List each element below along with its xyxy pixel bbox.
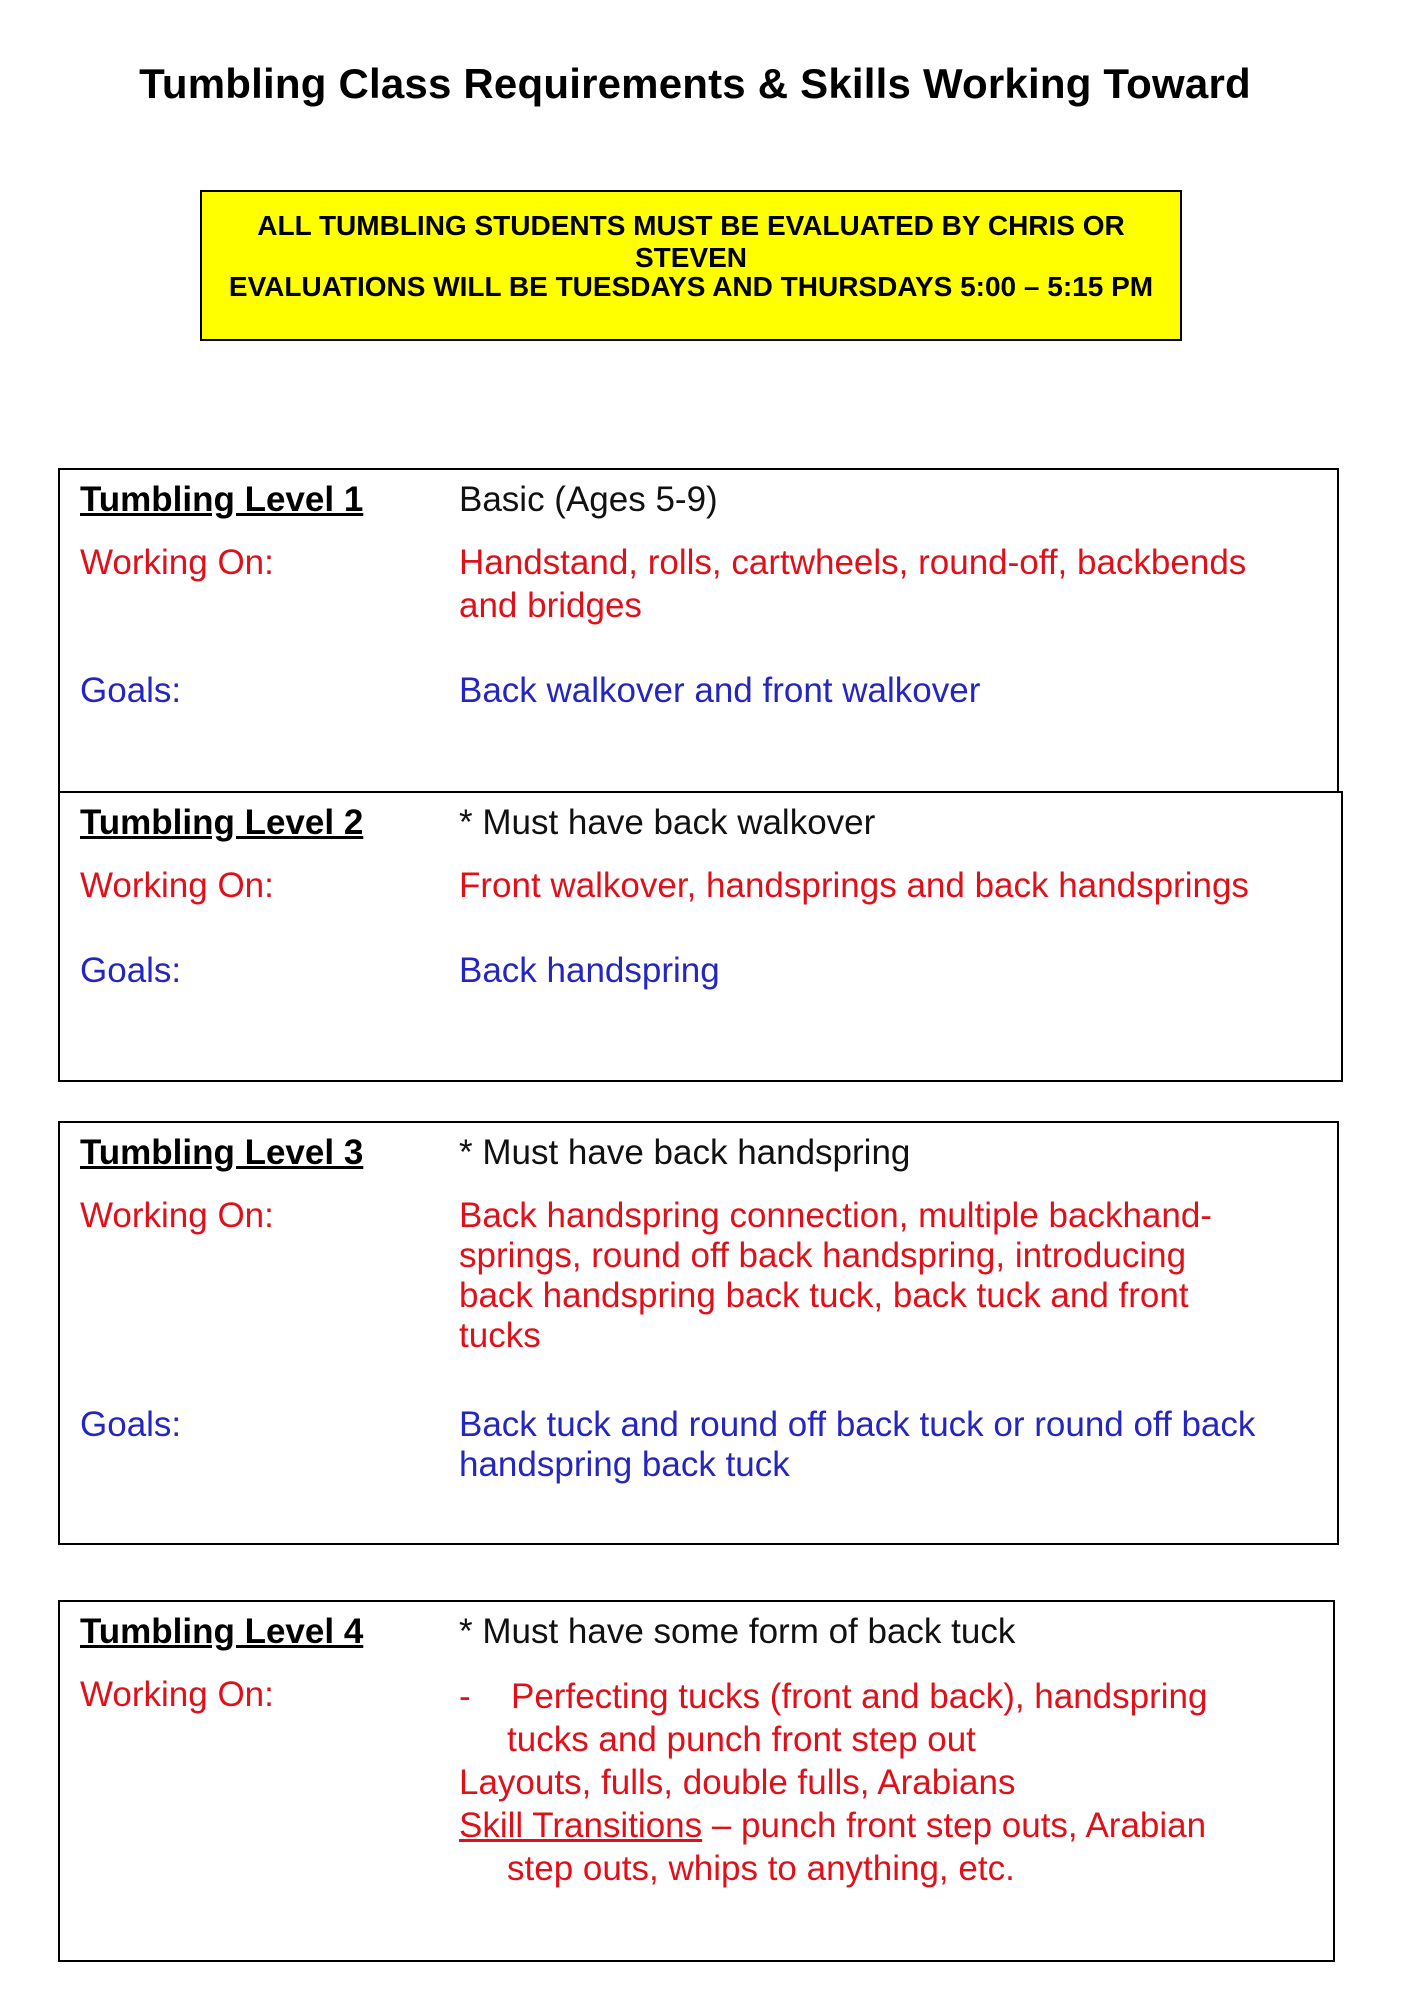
level-4-item-1	[459, 1675, 1359, 1718]
level-3-working-text	[459, 1196, 1359, 1356]
level-4-working-label: Working On:	[80, 1675, 274, 1714]
level-3-goals-text	[459, 1405, 1359, 1485]
level-2-requirement: * Must have back walkover	[459, 803, 876, 842]
level-2-goals-label: Goals:	[80, 951, 182, 990]
level-3-working-line-2: springs, round off back handspring, introducing	[459, 1236, 1187, 1275]
level-3-goals-line-1: Back tuck and round off back tuck or round off back	[459, 1405, 1256, 1444]
level-4-heading: Tumbling Level 4	[80, 1612, 364, 1651]
level-1-working-line-2: and bridges	[459, 586, 642, 625]
level-4-item-1-line-1: Perfecting tucks (front and back), handspring	[511, 1677, 1208, 1716]
level-3-goals-line-2: handspring back tuck	[459, 1445, 790, 1484]
level-1-working-line-1: Handstand, rolls, cartwheels, round-off, backbends	[459, 543, 1247, 582]
level-1-goals-label: Goals:	[80, 671, 182, 710]
level-4-working-text	[459, 1675, 1359, 1890]
level-2-working-text: Front walkover, handsprings and back handsprings	[459, 866, 1249, 905]
level-2-heading: Tumbling Level 2	[80, 803, 364, 842]
notice-line-2: EVALUATIONS WILL BE TUESDAYS AND THURSDAYS 5:00 – 5:15 PM	[228, 271, 1154, 302]
level-1-heading: Tumbling Level 1	[80, 480, 364, 519]
level-2-box	[58, 791, 1343, 1082]
level-3-working-line-4: tucks	[459, 1316, 541, 1355]
list-dash: -	[459, 1677, 471, 1716]
skill-transitions-label: Skill Transitions	[459, 1806, 703, 1845]
level-3-box	[58, 1121, 1339, 1545]
level-1-working-text	[459, 543, 1359, 626]
level-3-working-line-1: Back handspring connection, multiple backhand-	[459, 1196, 1212, 1235]
level-3-working-label: Working On:	[80, 1196, 274, 1235]
evaluation-notice	[200, 190, 1182, 341]
level-4-item-3-line-2: step outs, whips to anything, etc.	[507, 1849, 1015, 1888]
level-1-goals-text: Back walkover and front walkover	[459, 671, 981, 710]
level-2-goals-text: Back handspring	[459, 951, 720, 990]
level-4-item-3-line-1: – punch front step outs, Arabian	[702, 1806, 1207, 1845]
level-2-working-label: Working On:	[80, 866, 274, 905]
level-1-box	[58, 468, 1339, 793]
level-1-requirement: Basic (Ages 5-9)	[459, 480, 718, 519]
notice-line-1: ALL TUMBLING STUDENTS MUST BE EVALUATED BY CHRIS OR STEVEN	[257, 210, 1125, 273]
level-4-item-1-line-2: tucks and punch front step out	[507, 1720, 976, 1759]
level-3-heading: Tumbling Level 3	[80, 1133, 364, 1172]
level-3-working-line-3: back handspring back tuck, back tuck and front	[459, 1276, 1189, 1315]
level-3-goals-label: Goals:	[80, 1405, 182, 1444]
level-4-item-3	[459, 1804, 1359, 1847]
level-1-working-label: Working On:	[80, 543, 274, 582]
level-4-item-2: Layouts, fulls, double fulls, Arabians	[459, 1763, 1016, 1802]
page-title: Tumbling Class Requirements & Skills Working Toward	[139, 60, 1251, 107]
level-3-requirement: * Must have back handspring	[459, 1133, 911, 1172]
level-4-box	[58, 1600, 1335, 1962]
level-4-requirement: * Must have some form of back tuck	[459, 1612, 1016, 1651]
